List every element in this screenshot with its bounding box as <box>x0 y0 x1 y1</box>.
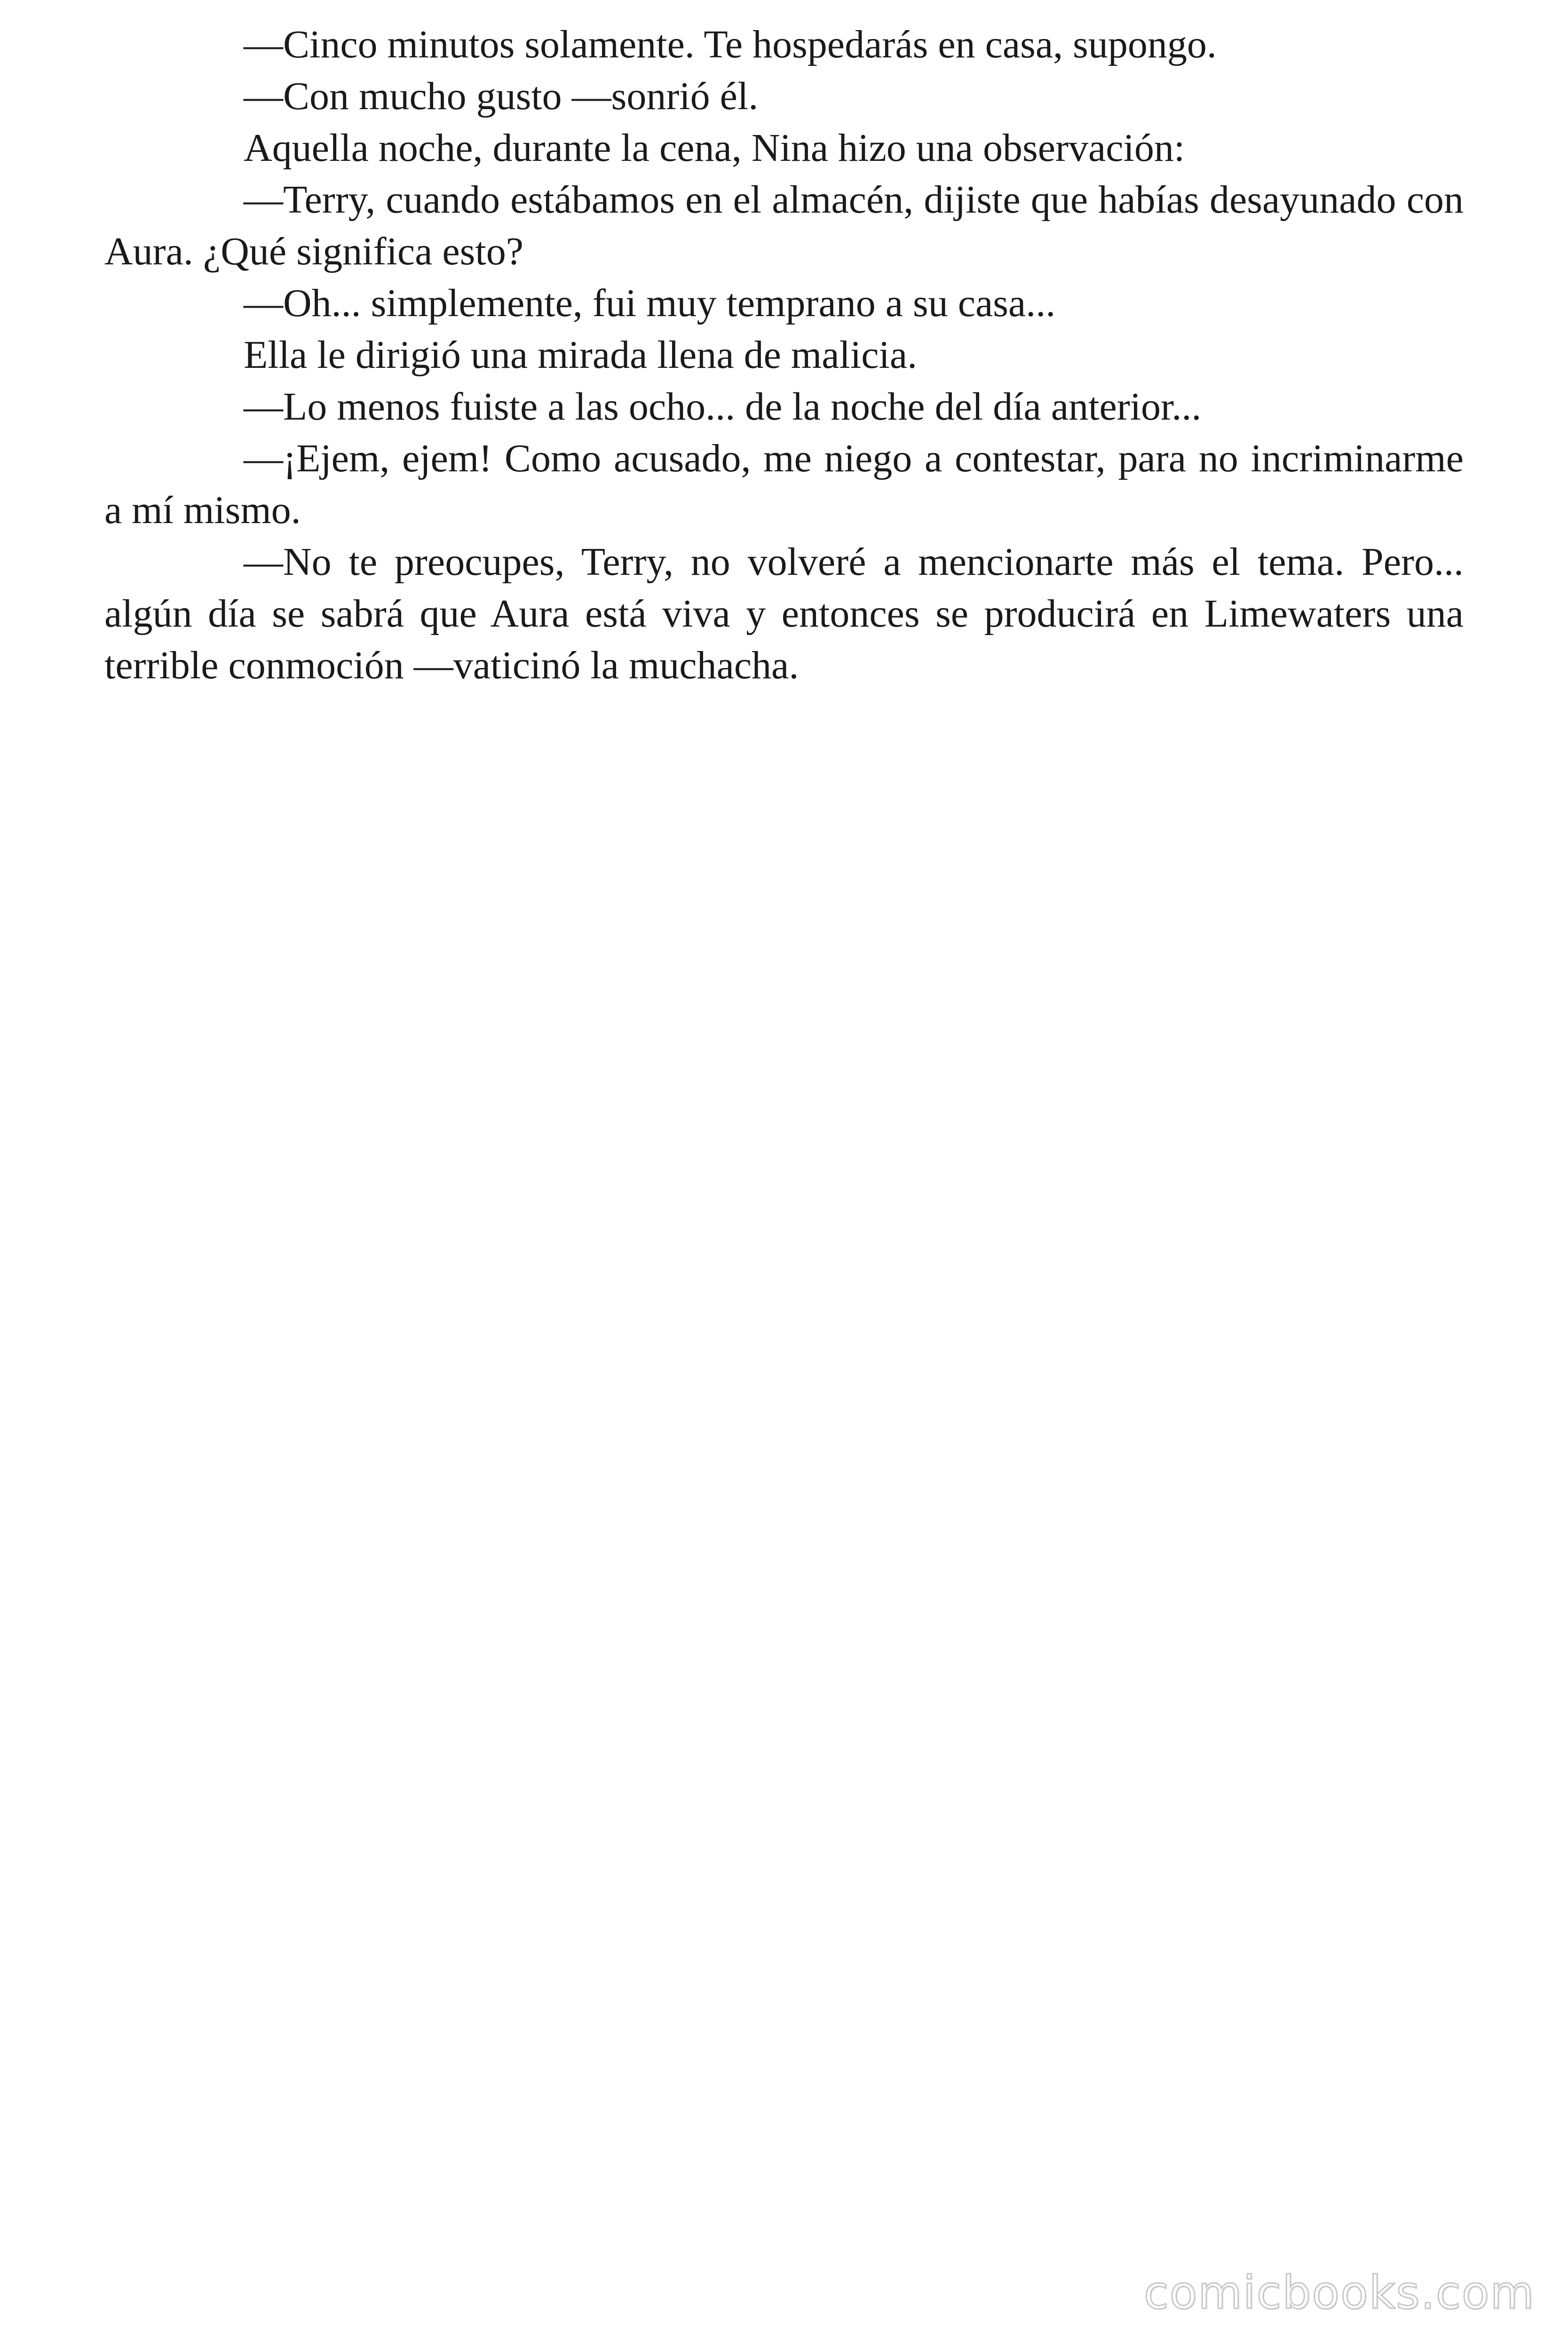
paragraph: —Con mucho gusto —sonrió él. <box>244 74 759 118</box>
paragraph: —Terry, cuando estábamos en el almacén, dijiste que habías desayunado con Aura. ¿Qué significa esto? <box>104 178 1464 273</box>
paragraph: Aquella noche, durante la cena, Nina hizo una observación: <box>244 126 1185 170</box>
paragraph: —No te preocupes, Terry, no volveré a mencionarte más el tema. Pero... algún día se sabrá que Aura está viva y entonces se producirá en Limewaters una terrible conmoción —vaticinó la muchacha. <box>104 540 1464 687</box>
paragraph: —Cinco minutos solamente. Te hospedarás en casa, supongo. <box>244 23 1217 66</box>
paragraph: —Oh... simplemente, fui muy temprano a su casa... <box>244 281 1056 325</box>
paragraph: —¡Ejem, ejem! Como acusado, me niego a contestar, para no incriminarme a mí mismo. <box>104 437 1464 532</box>
page-text <box>104 19 1464 691</box>
paragraph: Ella le dirigió una mirada llena de malicia. <box>244 333 918 377</box>
watermark: comicbooks.com <box>1143 2266 1535 2319</box>
paragraph: —Lo menos fuiste a las ocho... de la noche del día anterior... <box>244 385 1202 429</box>
